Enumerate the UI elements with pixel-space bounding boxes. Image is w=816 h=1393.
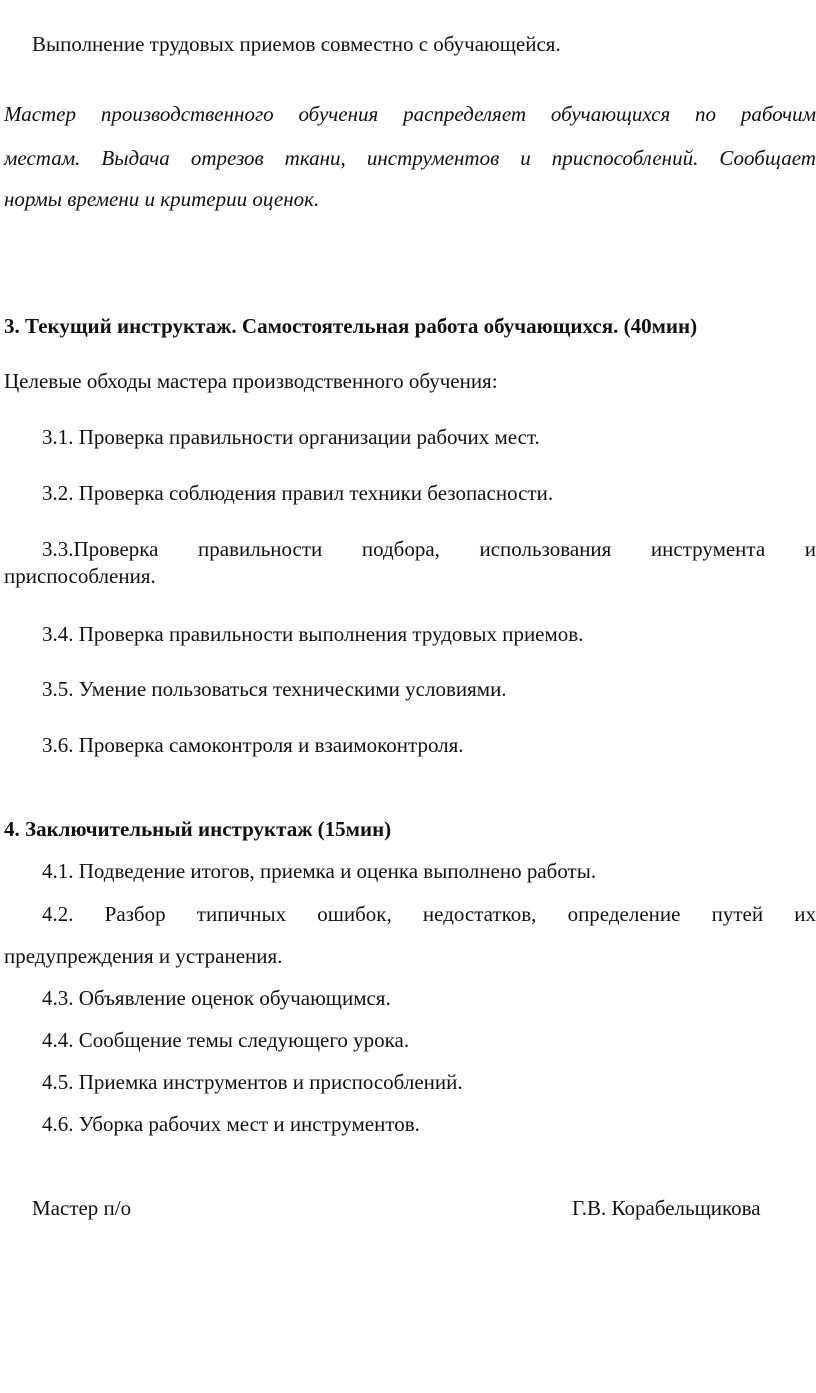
section-3-intro: Целевые обходы мастера производственного обучения: — [4, 369, 498, 393]
list-item-3-4: 3.4. Проверка правильности выполнения трудовых приемов. — [42, 622, 584, 646]
list-item-4-5: 4.5. Приемка инструментов и приспособлений. — [42, 1070, 463, 1094]
word: отрезов — [190, 146, 264, 170]
list-item-4-3: 4.3. Объявление оценок обучающимся. — [42, 986, 391, 1010]
list-item-4-1: 4.1. Подведение итогов, приемка и оценка выполнено работы. — [42, 859, 597, 883]
list-item-3-2: 3.2. Проверка соблюдения правил техники безопасности. — [42, 481, 554, 505]
word: 3.3.Проверка — [42, 537, 159, 561]
word: использования — [479, 537, 612, 561]
word: недостатков, — [422, 902, 537, 926]
word: Разбор — [104, 902, 166, 926]
list-item-3-1: 3.1. Проверка правильности организации рабочих мест. — [42, 425, 540, 449]
word: типичных — [196, 902, 287, 926]
italic-paragraph-line-3: нормы времени и критерии оценок. — [4, 187, 320, 211]
word: Выдача — [101, 146, 170, 170]
word: путей — [711, 902, 764, 926]
word: и — [520, 146, 531, 170]
word: Мастер — [4, 102, 77, 126]
list-item-3-6: 3.6. Проверка самоконтроля и взаимоконтроля. — [42, 733, 464, 757]
word: инструмента — [650, 537, 766, 561]
italic-paragraph-line-2 — [4, 148, 816, 169]
word: инструментов — [366, 146, 500, 170]
list-item-4-2-line-1 — [42, 904, 816, 925]
word: производственного — [100, 102, 274, 126]
signature-role: Мастер п/о — [32, 1196, 132, 1220]
word: их — [794, 902, 816, 926]
word: ткани, — [284, 146, 346, 170]
word: распределяет — [403, 102, 527, 126]
word: по — [695, 102, 717, 126]
list-item-4-2-line-2: предупреждения и устранения. — [4, 944, 283, 968]
italic-paragraph-line-1 — [4, 104, 816, 125]
list-item-4-6: 4.6. Уборка рабочих мест и инструментов. — [42, 1112, 420, 1136]
word: приспособлений. — [551, 146, 699, 170]
list-item-3-5: 3.5. Умение пользоваться техническими условиями. — [42, 677, 507, 701]
list-item-4-4: 4.4. Сообщение темы следующего урока. — [42, 1028, 410, 1052]
word: 4.2. — [42, 902, 74, 926]
word: обучающихся — [550, 102, 671, 126]
word: местам. — [4, 146, 81, 170]
intro-line: Выполнение трудовых приемов совместно с обучающейся. — [32, 32, 561, 56]
word: рабочим — [740, 102, 816, 126]
word: обучения — [298, 102, 379, 126]
word: подбора, — [361, 537, 440, 561]
section-4-heading: 4. Заключительный инструктаж (15мин) — [4, 817, 392, 841]
signature-name: Г.В. Корабельщикова — [572, 1196, 761, 1220]
word: и — [804, 537, 816, 561]
word: правильности — [198, 537, 323, 561]
section-3-heading: 3. Текущий инструктаж. Самостоятельная работа обучающихся. (40мин) — [4, 314, 698, 338]
word: определение — [567, 902, 681, 926]
word: Сообщает — [719, 146, 816, 170]
list-item-3-3-line-1 — [42, 539, 816, 560]
word: ошибок, — [317, 902, 392, 926]
list-item-3-3-line-2: приспособления. — [4, 564, 156, 588]
